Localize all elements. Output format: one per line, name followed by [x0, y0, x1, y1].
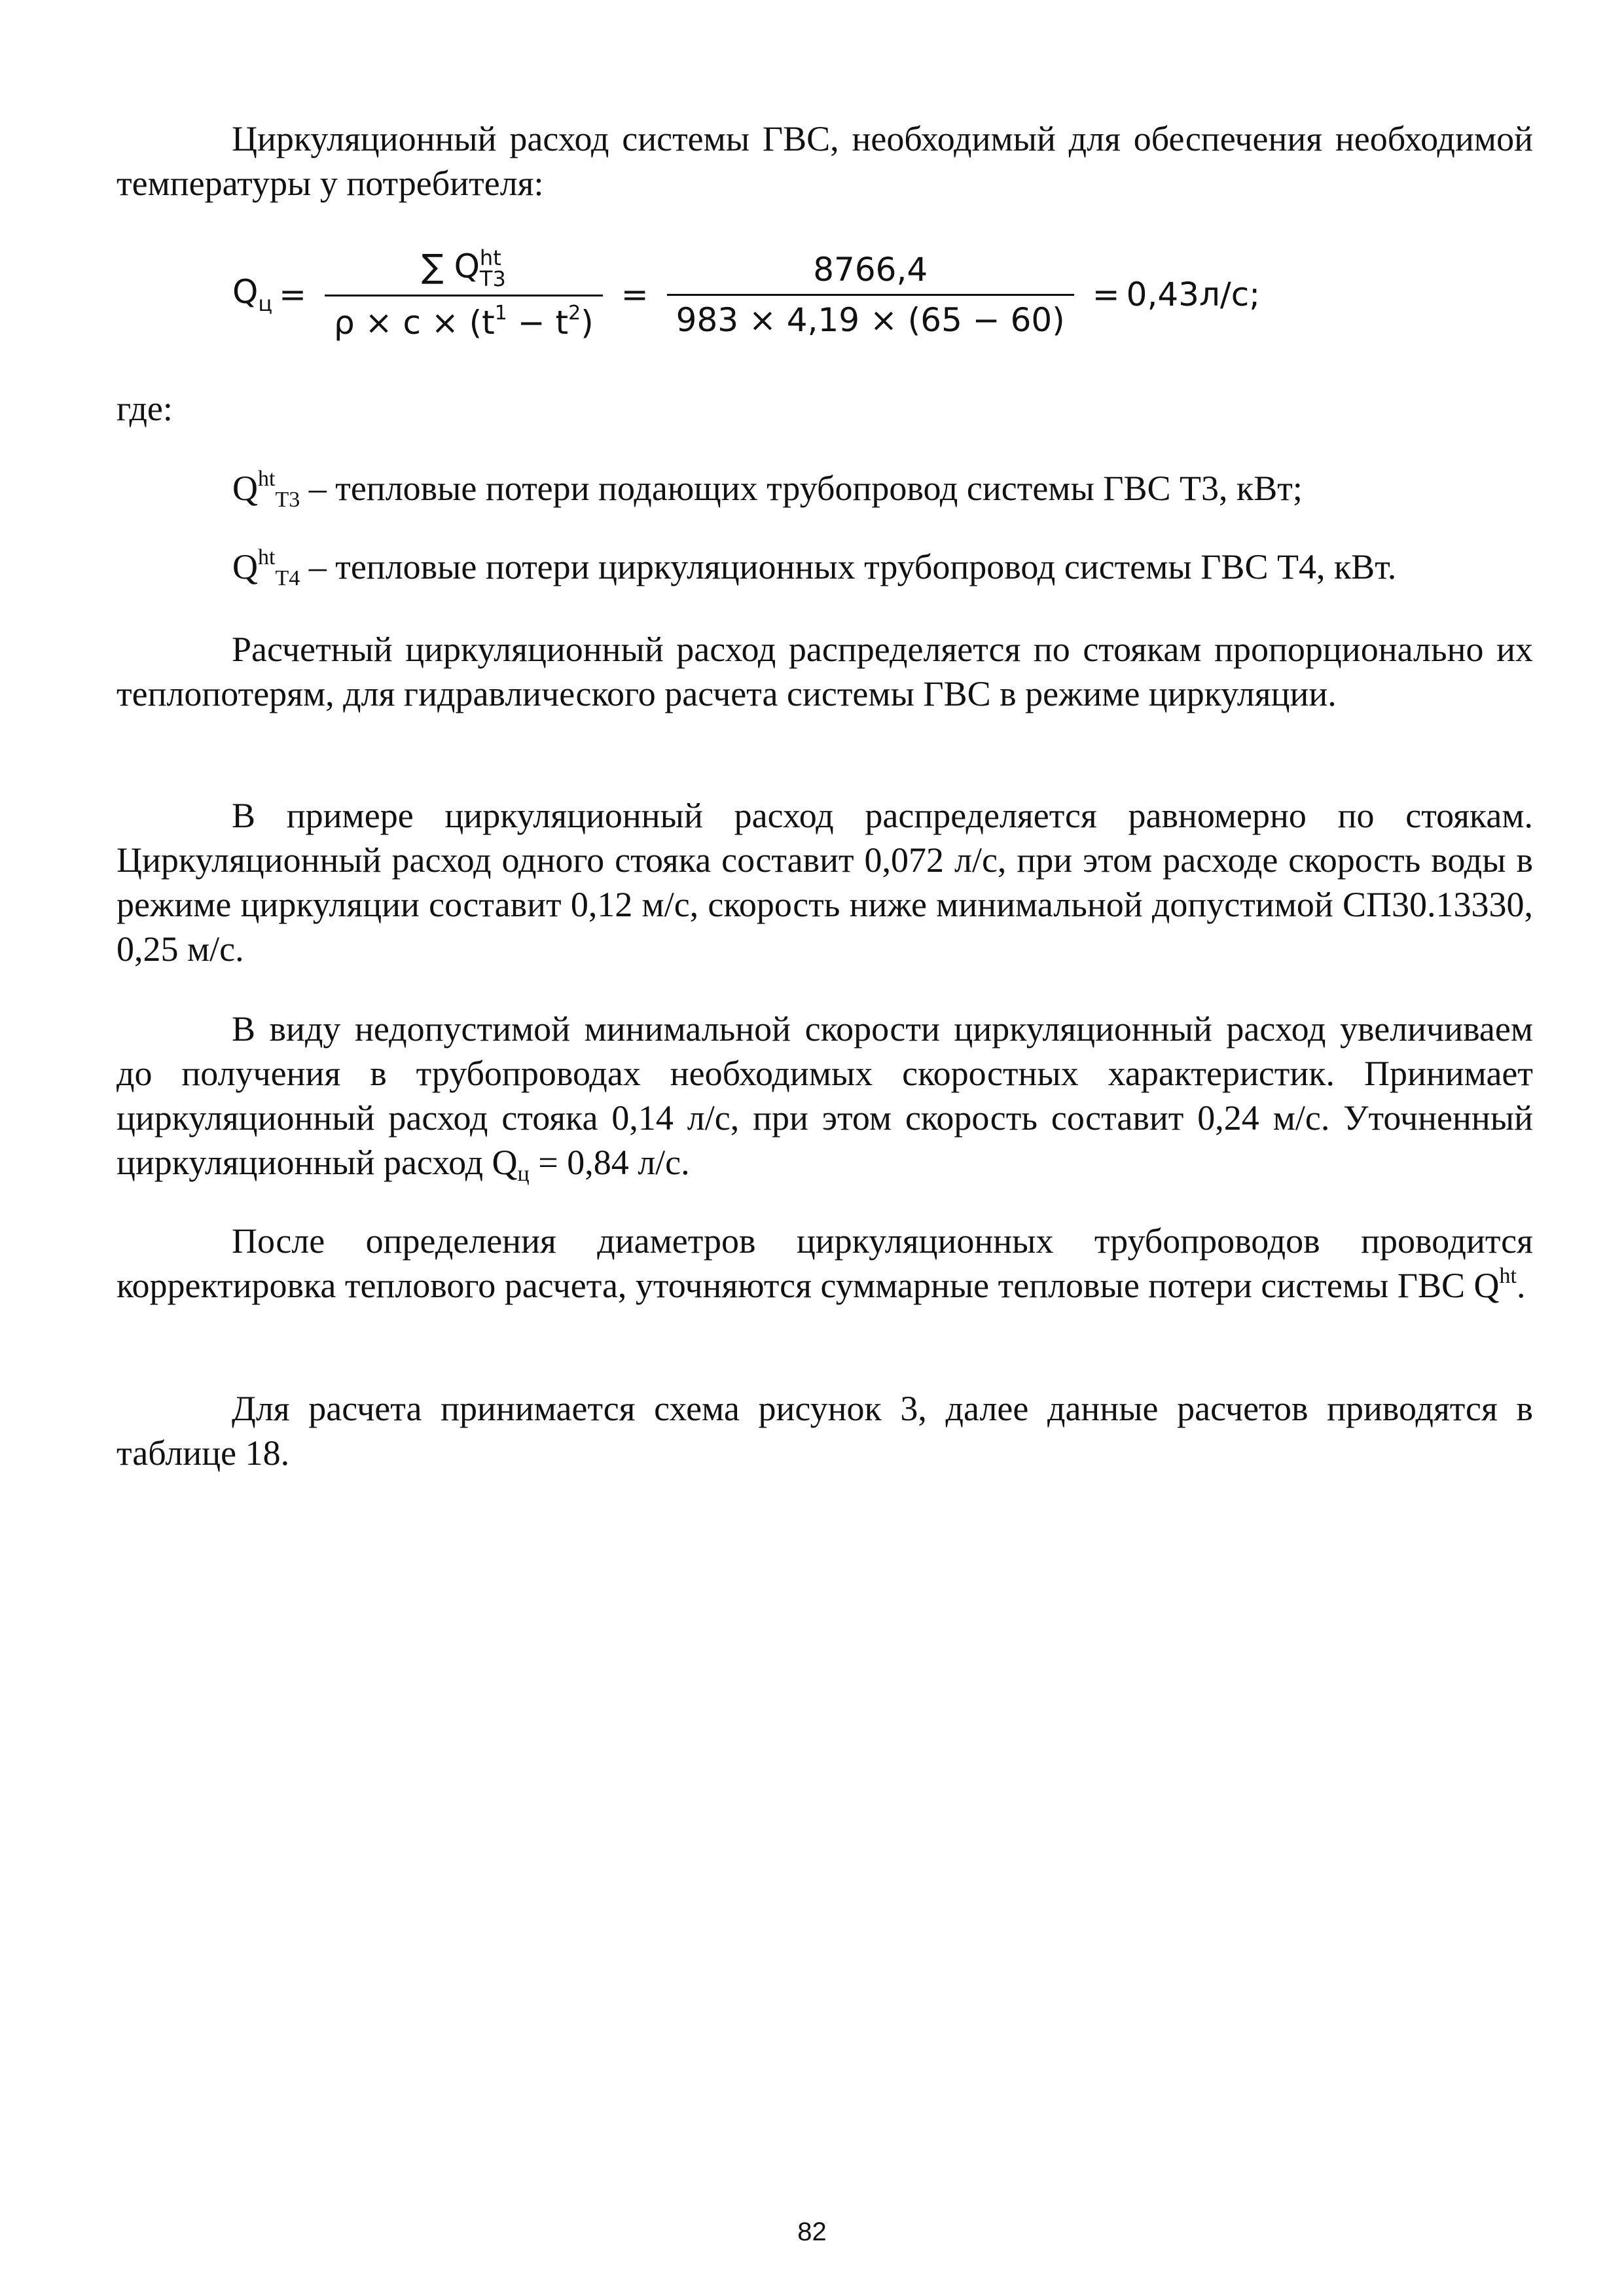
circulation-flow-formula	[232, 236, 1260, 353]
paragraph-distribution: Расчетный циркуляционный расход распределяется по стоякам пропорционально их теплопотерям, для гидравлического расчета системы ГВС в режиме циркуляции.	[117, 630, 1533, 713]
formula-equals-2: =	[621, 276, 649, 314]
fraction-numerator: ∑ Q ht Т3	[421, 245, 506, 292]
formula-equals-1: =	[279, 276, 307, 314]
formula-fraction-symbolic	[325, 247, 603, 342]
formula-equals-3: =	[1092, 276, 1120, 314]
formula-fraction-numeric	[667, 251, 1074, 339]
definition-q-t3: $Q^{ht}_{Т3}$ – тепловые потери подающих трубопровод системы ГВС Т3, кВт;	[232, 467, 1303, 512]
fraction-numerator-value: 8766,4	[813, 250, 928, 289]
paragraph-correction: После определения диаметров циркуляционных трубопроводов проводится корректировка теплового расчета, уточняются суммарные тепловые потери системы ГВС $Q^{ht}$.	[117, 1221, 1533, 1305]
paragraph-example: В примере циркуляционный расход распределяется равномерно по стоякам. Циркуляционный расход одного стояка составит 0,072 л/с, при этом расходе скорость воды в режиме циркуляции составит 0,12 м/с, скорость ниже минимальной допустимой СП30.13330, 0,25 м/с.	[117, 796, 1533, 969]
where-label: где:	[117, 389, 173, 428]
page-number: 82	[797, 2217, 827, 2246]
definition-q-t4: $Q^{ht}_{Т4}$ – тепловые потери циркуляционных трубопровод системы ГВС Т4, кВт.	[232, 545, 1397, 590]
paragraph-scheme: Для расчета принимается схема рисунок 3, далее данные расчетов приводятся в таблице 18.	[117, 1389, 1533, 1473]
fraction-denominator-value: 983 × 4,19 × (65 − 60)	[667, 294, 1074, 339]
formula-lhs: $Q_ц$	[232, 273, 273, 316]
fraction-denominator: $\rho \times c \times (t^1 - t^2)$	[325, 295, 603, 342]
paragraph-intro: Циркуляционный расход системы ГВС, необходимый для обеспечения необходимой температуры у потребителя:	[117, 119, 1533, 203]
formula-result: 0,43л/с;	[1126, 276, 1261, 314]
paragraph-increase: В виду недопустимой минимальной скорости циркуляционный расход увеличиваем до получения в трубопроводах необходимых скоростных характеристик. Принимает циркуляционный расход стояка 0,14 л/с, при этом скорость составит 0,24 м/с. Уточненный циркуляционный расход $Q_ц = 0,84$ л/с.	[117, 1009, 1533, 1186]
